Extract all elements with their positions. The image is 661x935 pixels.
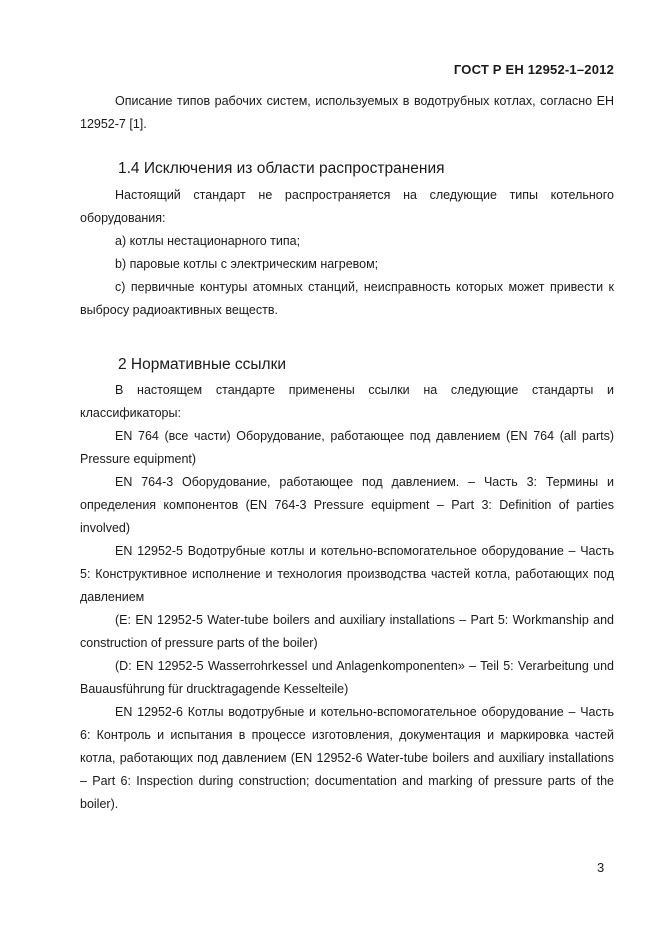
section-1-4-lead: Настоящий стандарт не распространяется на следующие типы котельного оборудования: [80, 188, 614, 225]
section-2-body [80, 379, 614, 816]
section-1-4-heading: 1.4 Исключения из области распространения [118, 160, 445, 177]
document-code-header: ГОСТ Р ЕН 12952-1–2012 [453, 62, 614, 77]
section-1-4-body [80, 184, 614, 322]
intro-paragraph: Описание типов рабочих систем, используемых в водотрубных котлах, согласно ЕН 12952-7 [1]. [80, 94, 614, 131]
intro-block [80, 90, 614, 136]
reference-en-12952-6: EN 12952-6 Котлы водотрубные и котельно-вспомогательное оборудование – Часть 6: Контроль и испытания в процессе изготовления, документация и маркировка частей котла, работающих под давлением (EN 12952-6 Water-tube boilers and auxiliary installations – Part 6: Inspection during construction; documentation and marking of pressure parts of the boiler). [80, 705, 614, 811]
reference-en-12952-5-english: (E: EN 12952-5 Water-tube boilers and auxiliary installations – Part 5: Workmanship and construction of pressure parts of the boiler) [80, 613, 614, 650]
section-2-heading: 2 Нормативные ссылки [118, 356, 287, 373]
page-number: 3 [597, 860, 605, 875]
references-intro: В настоящем стандарте применены ссылки на следующие стандарты и классификаторы: [80, 383, 614, 420]
exclusion-item-c: с) первичные контуры атомных станций, неисправность которых может привести к выбросу радиоактивных веществ. [80, 280, 614, 317]
reference-en-12952-5: EN 12952-5 Водотрубные котлы и котельно-вспомогательное оборудование – Часть 5: Конструктивное исполнение и технология производства частей котла, работающих под давлением [80, 544, 614, 604]
reference-en-764-3: EN 764-3 Оборудование, работающее под давлением. – Часть 3: Термины и определения компонентов (EN 764-3 Pressure equipment – Part 3: Definition of parties involved) [80, 475, 614, 535]
exclusion-item-a: а) котлы нестационарного типа; [115, 234, 301, 248]
reference-en-12952-5-german: (D: EN 12952-5 Wasserrohrkessel und Anlagenkomponenten» – Teil 5: Verarbeitung und Bauausführung für drucktragagende Kesselteile) [80, 659, 614, 696]
exclusion-item-b: b) паровые котлы с электрическим нагревом; [115, 257, 379, 271]
reference-en-764: EN 764 (все части) Оборудование, работающее под давлением (EN 764 (all parts) Pressure equipment) [80, 429, 614, 466]
